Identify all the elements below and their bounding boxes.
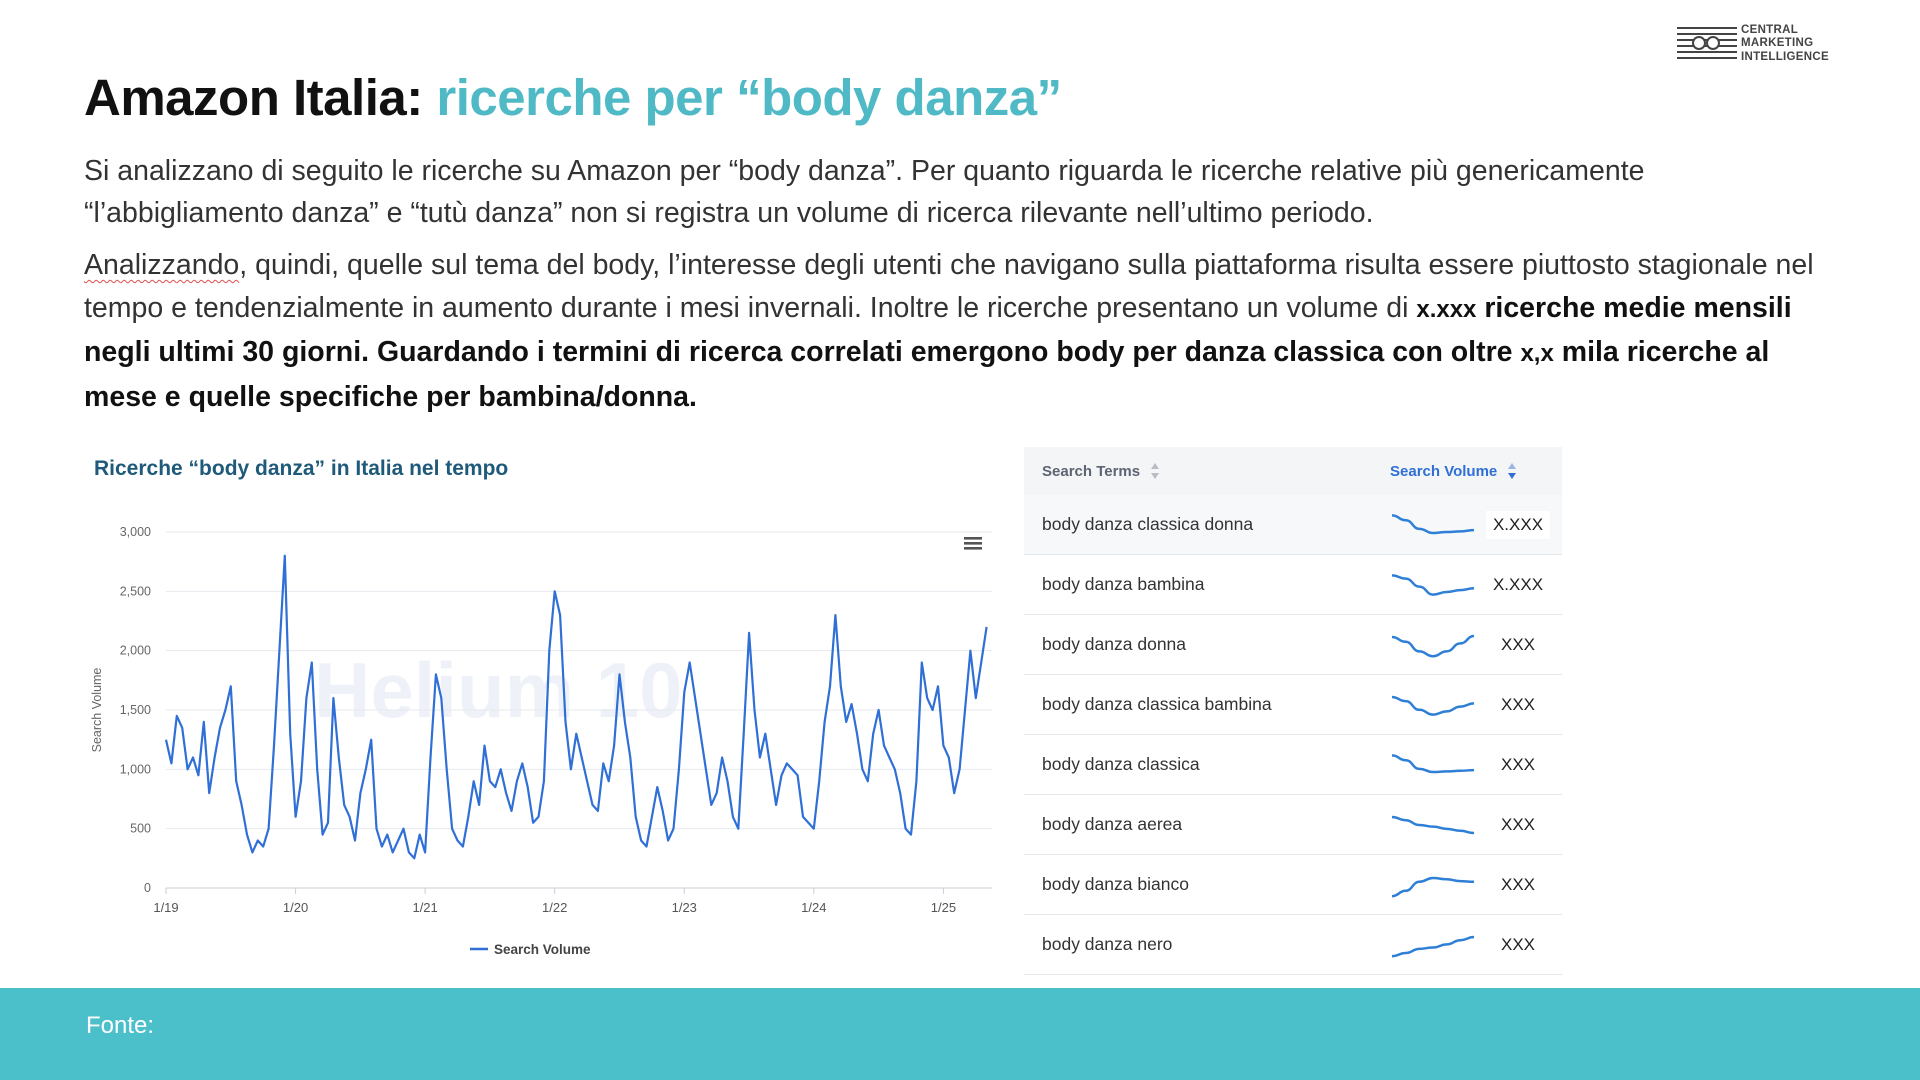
trend-sparkline xyxy=(1388,505,1478,545)
search-term[interactable]: body danza bianco xyxy=(1042,874,1189,894)
chart-title: Ricerche “body danza” in Italia nel tempo xyxy=(94,457,509,480)
search-volume-value: XXX xyxy=(1500,754,1536,774)
trend-sparkline xyxy=(1388,865,1478,905)
search-volume-value: X.XXX xyxy=(1486,571,1550,599)
sort-active-icon[interactable] xyxy=(1507,462,1517,480)
y-tick-label: 3,000 xyxy=(119,525,151,539)
central-marketing-intelligence-logo xyxy=(1675,22,1845,66)
series-line-search-volume xyxy=(166,556,987,859)
legend-label: Search Volume xyxy=(494,942,591,957)
column-header-search-terms[interactable]: Search Terms xyxy=(1042,462,1390,480)
footer-bar xyxy=(0,988,1920,1080)
y-tick-label: 2,000 xyxy=(119,643,151,658)
search-term[interactable]: body danza nero xyxy=(1042,934,1173,954)
page-title: Amazon Italia: ricerche per “body danza” xyxy=(84,69,1062,126)
chart-canvas xyxy=(84,445,1004,965)
search-terms-table xyxy=(1024,447,1562,975)
table-header xyxy=(1024,447,1562,495)
table-row[interactable] xyxy=(1024,615,1562,675)
x-tick-label: 1/22 xyxy=(542,900,568,915)
search-term[interactable]: body danza bambina xyxy=(1042,574,1205,594)
x-tick-label: 1/25 xyxy=(930,900,957,915)
trend-line xyxy=(1392,937,1474,956)
monthly-searches-value: x.xxx xyxy=(1416,295,1477,323)
search-term[interactable]: body danza donna xyxy=(1042,634,1187,654)
classic-searches-value: x,x xyxy=(1520,340,1554,367)
page-title-accent: ricerche per “body danza” xyxy=(436,69,1062,126)
table-row[interactable] xyxy=(1024,855,1562,915)
table-row[interactable] xyxy=(1024,735,1562,795)
trend-sparkline xyxy=(1388,565,1478,605)
analysis-paragraph: Analizzando, quindi, quelle sul tema del body, l’interesse degli utenti che navigano sulla piattaforma risulta essere piuttosto stagionale nel tempo e tendenzialmente in aumento durante i mesi invernali. Inoltre le ricerche presentano un volume di x.xxx ricerche medie mensili negli ultimi 30 giorni. Guardando i termini di ricerca correlati emergono body per danza classica con oltre x,x mila ricerche al mese e quelle specifiche per bambina/donna. xyxy=(84,249,1814,413)
source-label: Fonte: xyxy=(86,1012,155,1039)
intro-paragraph: Si analizzano di seguito le ricerche su Amazon per “body danza”. Per quanto riguarda le ricerche relative più genericamente “l’abbigliamento danza” e “tutù danza” non si registra un volume di ricerca rilevante nell’ultimo periodo. xyxy=(84,155,1645,229)
table-row[interactable] xyxy=(1024,555,1562,615)
search-term[interactable]: body danza classica donna xyxy=(1042,514,1254,534)
trend-line xyxy=(1392,636,1474,656)
logo-mark-icon xyxy=(1675,24,1739,64)
search-volume-value: XXX xyxy=(1500,874,1536,894)
table-row[interactable] xyxy=(1024,675,1562,735)
y-tick-label: 0 xyxy=(144,881,151,895)
search-volume-value: XXX xyxy=(1500,694,1536,714)
search-volume-chart xyxy=(84,445,1004,965)
trend-line xyxy=(1392,817,1474,833)
sort-icon[interactable] xyxy=(1150,462,1160,480)
chart-watermark: Helium 10 xyxy=(314,646,683,734)
trend-sparkline xyxy=(1388,745,1478,785)
trend-line xyxy=(1392,697,1474,715)
y-tick-label: 1,500 xyxy=(119,703,151,717)
search-volume-value: XXX xyxy=(1500,934,1536,954)
search-term[interactable]: body danza classica xyxy=(1042,754,1200,774)
y-tick-label: 500 xyxy=(130,821,151,836)
table-row[interactable] xyxy=(1024,915,1562,975)
trend-sparkline xyxy=(1388,805,1478,845)
trend-line xyxy=(1392,575,1474,594)
trend-line xyxy=(1392,877,1474,895)
trend-sparkline xyxy=(1388,685,1478,725)
column-header-search-volume[interactable]: Search Volume xyxy=(1390,462,1517,480)
table-row[interactable] xyxy=(1024,495,1562,555)
x-tick-label: 1/21 xyxy=(412,900,438,915)
y-axis-label: Search Volume xyxy=(90,667,104,753)
trend-sparkline xyxy=(1388,925,1478,965)
y-tick-label: 1,000 xyxy=(119,762,151,777)
search-term[interactable]: body danza classica bambina xyxy=(1042,694,1272,714)
chart-menu-icon[interactable] xyxy=(964,537,982,550)
x-tick-label: 1/20 xyxy=(282,900,309,915)
trend-line xyxy=(1392,515,1474,533)
x-tick-label: 1/24 xyxy=(801,900,827,915)
x-tick-label: 1/23 xyxy=(671,900,697,915)
spellcheck-word: Analizzando xyxy=(84,249,240,281)
x-tick-label: 1/19 xyxy=(153,900,179,915)
search-volume-value: XXX xyxy=(1500,634,1536,654)
table-row[interactable] xyxy=(1024,795,1562,855)
search-volume-value: XXX xyxy=(1500,814,1536,834)
trend-sparkline xyxy=(1388,625,1478,665)
y-tick-label: 2,500 xyxy=(119,584,151,599)
logo-text: CENTRAL MARKETING INTELLIGENCE xyxy=(1741,23,1829,63)
search-term[interactable]: body danza aerea xyxy=(1042,814,1183,834)
search-volume-value: X.XXX xyxy=(1486,511,1550,539)
trend-line xyxy=(1392,755,1474,772)
